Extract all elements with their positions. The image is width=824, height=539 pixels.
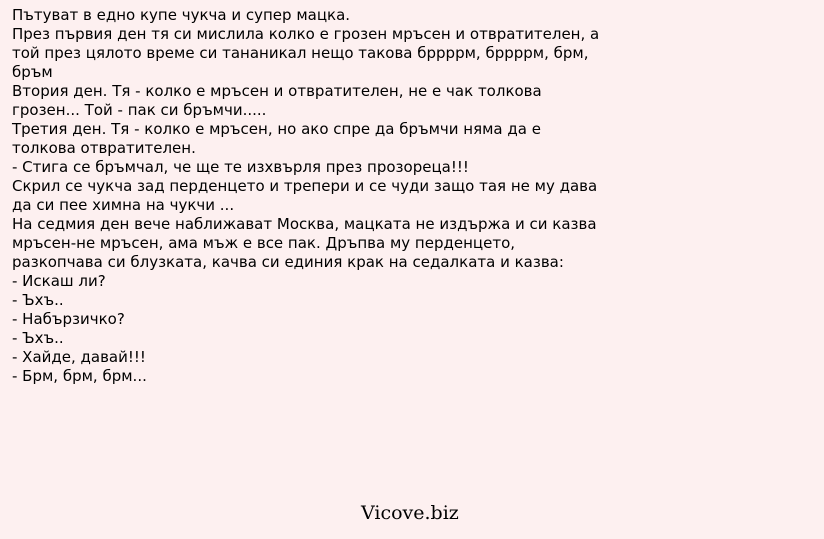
joke-line-9: - Ъхъ.. <box>12 291 64 309</box>
joke-line-11: - Ъхъ.. <box>12 329 64 347</box>
joke-line-5: - Стига се бръмчал, че ще те изхвърля през прозореца!!! <box>12 158 469 176</box>
joke-line-12: - Хайде, давай!!! <box>12 348 146 366</box>
joke-line-4: Третия ден. Тя - колко е мръсен, но ако спре да бръмчи няма да е толкова отвратителен. <box>12 120 541 157</box>
joke-text <box>12 6 802 386</box>
joke-line-8: - Искаш ли? <box>12 272 106 290</box>
joke-line-10: - Набързичко? <box>12 310 125 328</box>
site-watermark: Vicove.biz <box>361 502 459 524</box>
joke-line-6: Скрил се чукча зад перденцето и трепери и се чуди защо тая не му дава да си пее химна на чукчи ... <box>12 177 598 214</box>
joke-line-3: Втория ден. Тя - колко е мръсен и отвратителен, не е чак толкова грозен... Той - пак си бръмчи..... <box>12 82 542 119</box>
joke-line-13: - Брм, брм, брм... <box>12 367 147 385</box>
joke-line-1: Пътуват в едно купе чукча и супер мацка. <box>12 6 351 24</box>
joke-line-7: На седмия ден вече наближават Москва, мацката не издържа и си казва мръсен-не мръсен, ама мъж е все пак. Дръпва му перденцето, разкопчава си блузката, качва си единия крак на седалката и казва: <box>12 215 597 271</box>
joke-line-2: През първия ден тя си мислила колко е грозен мръсен и отвратителен, а той през цялото време си тананикал нещо такова бррррм, бррррм, брм, бръм <box>12 25 600 81</box>
